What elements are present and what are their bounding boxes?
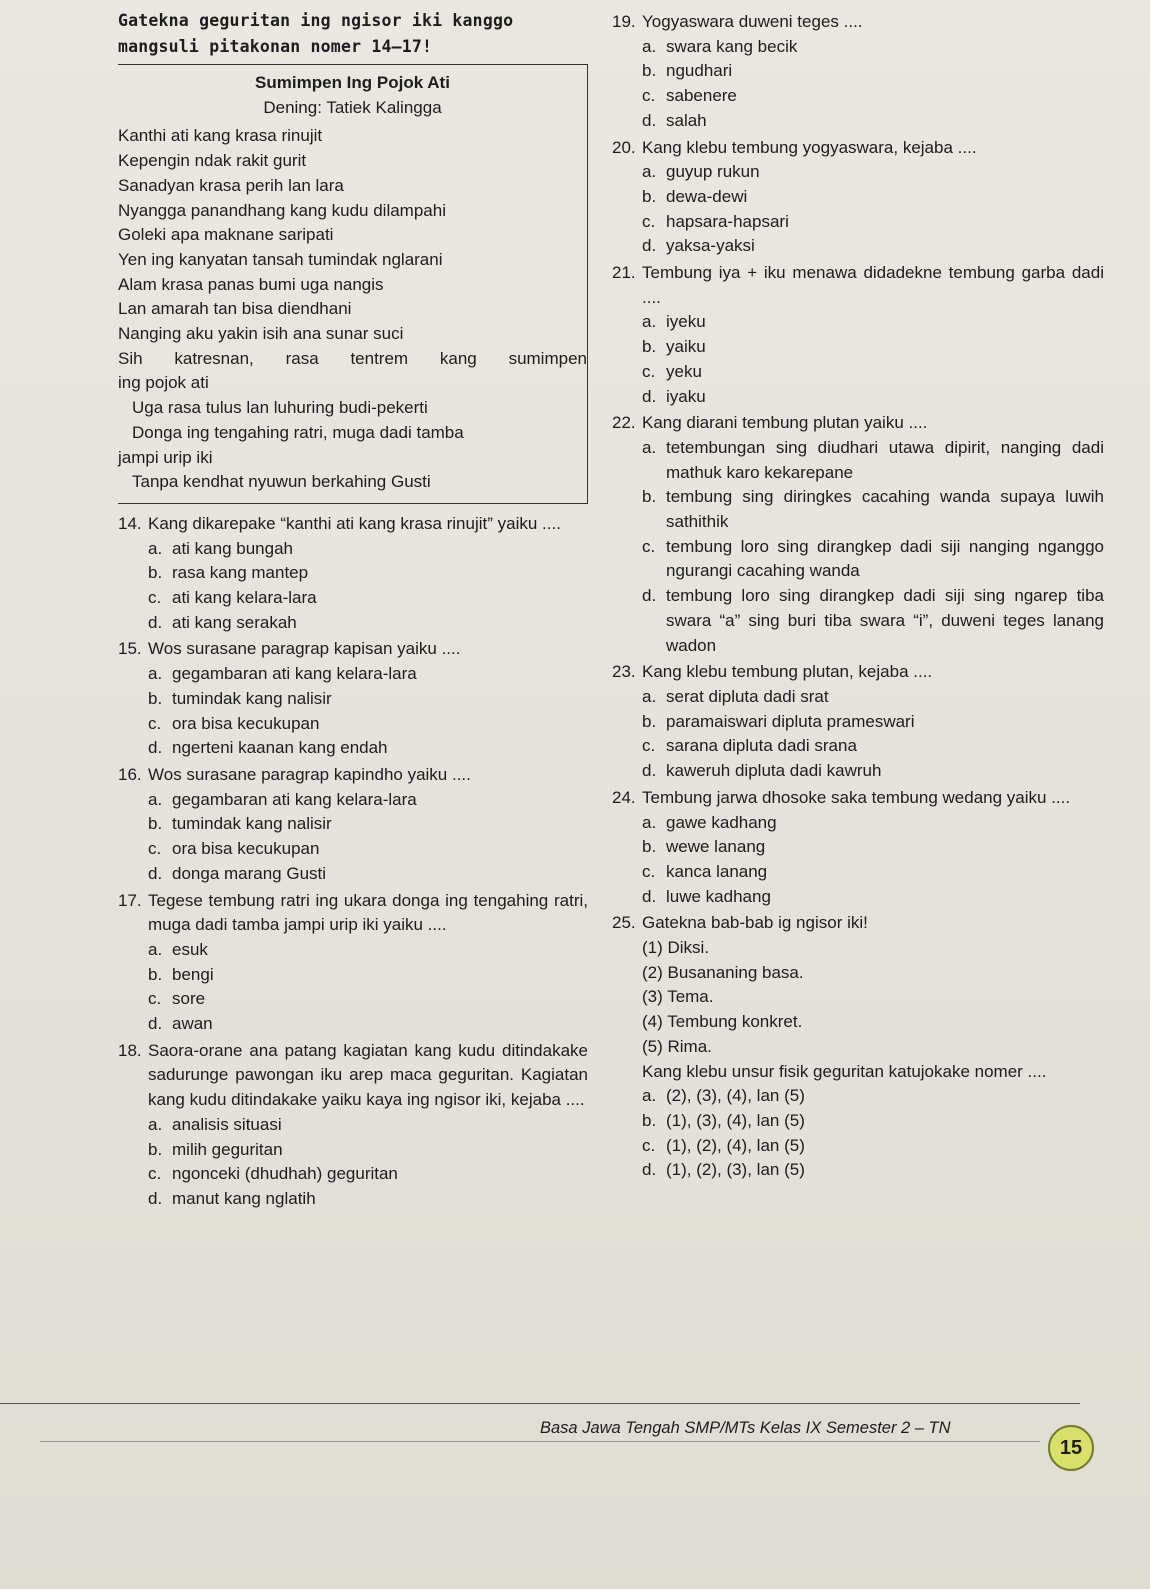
question-prompt: Kang klebu unsur fisik geguritan katujokake nomer ....	[642, 1061, 1047, 1081]
option-list	[612, 160, 1104, 259]
question-stem: Kang diarani tembung plutan yaiku ....	[642, 413, 928, 433]
option-letter: d.	[148, 1014, 163, 1034]
question	[118, 889, 588, 1037]
footer-divider	[40, 1441, 1040, 1442]
option-list	[612, 1084, 1104, 1183]
question-number: 18.	[118, 1040, 142, 1060]
question-number: 17.	[118, 890, 142, 910]
option-letter: c.	[148, 839, 162, 859]
option-text: tetembungan sing diudhari utawa dipirit, nanging dadi mathuk karo kekarepane	[666, 437, 1104, 482]
footer-title: Basa Jawa Tengah SMP/MTs Kelas IX Semester 2 – TN	[540, 1419, 951, 1437]
poem-author: Dening: Tatiek Kalingga	[263, 97, 442, 117]
question-number: 21.	[612, 263, 636, 283]
option-text: gegambaran ati kang kelara-lara	[172, 664, 417, 684]
option[interactable]	[148, 812, 588, 837]
option[interactable]	[642, 1134, 1104, 1159]
option[interactable]	[642, 160, 1104, 185]
option[interactable]	[642, 436, 1104, 485]
option-text: donga marang Gusti	[172, 863, 327, 883]
question-number: 22.	[612, 413, 636, 433]
question-stem: Tegese tembung ratri ing ukara donga ing tengahing ratri, muga dadi tamba jampi urip iki yaiku ....	[148, 890, 588, 935]
option[interactable]	[642, 84, 1104, 109]
option-letter: d.	[148, 863, 163, 883]
list-item: (1) Diksi.	[642, 938, 710, 958]
question	[612, 411, 1104, 658]
option[interactable]	[148, 712, 588, 737]
instruction: Gatekna geguritan ing ngisor iki kanggo mangsuli pitakonan nomer 14–17!	[118, 11, 514, 56]
option-text: swara kang becik	[666, 36, 798, 56]
poem-box	[118, 64, 588, 504]
option[interactable]	[148, 687, 588, 712]
option-text: dewa-dewi	[666, 186, 748, 206]
question-number: 14.	[118, 513, 142, 533]
option-letter: b.	[642, 186, 657, 206]
list-item: (3) Tema.	[642, 987, 714, 1007]
option-letter: a.	[642, 36, 657, 56]
question-stem: Tembung iya + iku menawa didadekne tembung garba dadi ....	[642, 263, 1104, 307]
option-text: rasa kang mantep	[172, 563, 309, 583]
poem-line: Yen ing kanyatan tansah tumindak nglarani	[118, 249, 443, 269]
option-text: ora bisa kecukupan	[172, 839, 320, 859]
option-text: yeku	[666, 361, 702, 381]
option-letter: d.	[642, 1160, 657, 1180]
option[interactable]	[642, 1109, 1104, 1134]
list-item: (2) Busananing basa.	[642, 962, 804, 982]
option-letter: b.	[148, 688, 163, 708]
option-letter: d.	[148, 1188, 163, 1208]
item-list	[612, 936, 1104, 1060]
poem-title: Sumimpen Ing Pojok Ati	[255, 73, 450, 92]
question-stem: Kang dikarepake “kanthi ati kang krasa rinujit” yaiku ....	[148, 513, 561, 533]
option-text: salah	[666, 110, 707, 130]
option-letter: b.	[148, 563, 163, 583]
question-25	[612, 911, 1104, 1183]
poem-line: Nanging aku yakin isih ana sunar suci	[118, 324, 404, 344]
poem-line: Tanpa kendhat nyuwun berkahing Gusti	[132, 472, 431, 492]
question-number: 20.	[612, 137, 636, 157]
question-stem: Saora-orane ana patang kagiatan kang kudu ditindakake sadurunge pawongan iku arep maca geguritan. Kagiatan kang kudu ditindakake yaiku kaya ing ngisor iki, kejaba ....	[148, 1040, 588, 1110]
option-text: sarana dipluta dadi srana	[666, 736, 857, 756]
right-questions	[612, 10, 1104, 909]
option-text: esuk	[172, 939, 208, 959]
option[interactable]	[642, 685, 1104, 710]
option-letter: c.	[148, 989, 162, 1009]
question	[118, 637, 588, 761]
poem-line: Uga rasa tulus lan luhuring budi-pekerti	[132, 398, 428, 418]
option-text: awan	[172, 1014, 213, 1034]
poem-line: Donga ing tengahing ratri, muga dadi tamba	[132, 422, 464, 442]
page-number-badge: 15	[1048, 1425, 1094, 1471]
option-text: ati kang kelara-lara	[172, 588, 317, 608]
option-text: paramaiswari dipluta prameswari	[666, 711, 915, 731]
poem-line: jampi urip iki	[118, 447, 213, 467]
question-stem: Yogyaswara duweni teges ....	[642, 12, 863, 31]
option[interactable]	[148, 987, 588, 1012]
option-text: kanca lanang	[666, 861, 768, 881]
option-text: luwe kadhang	[666, 886, 771, 906]
page-footer	[0, 1395, 1150, 1475]
poem-line: Sanadyan krasa perih lan lara	[118, 175, 344, 195]
option-text: ngonceki (dhudhah) geguritan	[172, 1164, 398, 1184]
option[interactable]	[148, 938, 588, 963]
list-item: (5) Rima.	[642, 1036, 712, 1056]
option-text: serat dipluta dadi srat	[666, 686, 829, 706]
option-list	[612, 35, 1104, 134]
option[interactable]	[642, 811, 1104, 836]
option[interactable]	[642, 1158, 1104, 1183]
question	[118, 763, 588, 887]
question	[612, 786, 1104, 910]
option-letter: a.	[148, 1114, 163, 1134]
question	[118, 1039, 588, 1212]
option-text: sore	[172, 989, 206, 1009]
option-letter: b.	[642, 337, 657, 357]
option[interactable]	[148, 1162, 588, 1187]
option[interactable]	[148, 963, 588, 988]
option[interactable]	[148, 862, 588, 887]
option-list	[118, 1113, 588, 1212]
option-text: yaksa-yaksi	[666, 236, 755, 256]
option-letter: c.	[642, 211, 656, 231]
option-letter: d.	[148, 738, 163, 758]
option[interactable]	[642, 234, 1104, 259]
option[interactable]	[642, 759, 1104, 784]
option-letter: a.	[148, 789, 163, 809]
option[interactable]	[642, 310, 1104, 335]
question	[612, 261, 1104, 409]
question-number: 25.	[612, 913, 636, 933]
option-letter: d.	[148, 612, 163, 632]
option-text: hapsara-hapsari	[666, 211, 789, 231]
option[interactable]	[642, 710, 1104, 735]
poem-line: Goleki apa maknane saripati	[118, 225, 334, 245]
footer-divider	[0, 1403, 1080, 1404]
option-list	[118, 788, 588, 887]
option[interactable]	[148, 1138, 588, 1163]
option-letter: d.	[642, 886, 657, 906]
option-letter: a.	[148, 939, 163, 959]
question-stem: Kang klebu tembung plutan, kejaba ....	[642, 662, 933, 682]
poem-line: Kepengin ndak rakit gurit	[118, 151, 307, 171]
option-text: iyaku	[666, 386, 706, 406]
option[interactable]	[642, 485, 1104, 534]
question-stem: Tembung jarwa dhosoke saka tembung wedang yaiku ....	[642, 787, 1071, 807]
question	[612, 10, 1104, 134]
option-text: (1), (3), (4), lan (5)	[666, 1110, 805, 1130]
option-letter: c.	[642, 361, 656, 381]
poem-line: Lan amarah tan bisa diendhani	[118, 299, 352, 319]
option-letter: b.	[642, 487, 657, 507]
option[interactable]	[642, 59, 1104, 84]
option[interactable]	[148, 1113, 588, 1138]
option-letter: c.	[642, 1135, 656, 1155]
option-letter: d.	[642, 761, 657, 781]
option[interactable]	[642, 360, 1104, 385]
option-text: kaweruh dipluta dadi kawruh	[666, 761, 882, 781]
option[interactable]	[148, 1187, 588, 1212]
question	[612, 136, 1104, 260]
option-letter: d.	[642, 386, 657, 406]
option-letter: c.	[148, 1164, 162, 1184]
option-letter: a.	[642, 437, 657, 457]
option[interactable]	[642, 109, 1104, 134]
left-questions	[118, 512, 588, 1212]
option-letter: b.	[148, 1139, 163, 1159]
question-stem: Kang klebu tembung yogyaswara, kejaba ....	[642, 137, 977, 157]
option-text: ati kang bungah	[172, 538, 293, 558]
option-letter: a.	[148, 538, 163, 558]
option-letter: c.	[642, 861, 656, 881]
option-letter: c.	[148, 588, 162, 608]
option-text: ora bisa kecukupan	[172, 713, 320, 733]
left-column	[118, 8, 588, 1212]
poem-line: Alam krasa panas bumi uga nangis	[118, 274, 384, 294]
option[interactable]	[642, 385, 1104, 410]
option-letter: a.	[642, 686, 657, 706]
option-letter: b.	[642, 837, 657, 857]
option-text: (1), (2), (3), lan (5)	[666, 1160, 805, 1180]
poem-line: Nyangga panandhang kang kudu dilampahi	[118, 200, 446, 220]
question-stem: Wos surasane paragrap kapindho yaiku ....	[148, 764, 471, 784]
option-text: manut kang nglatih	[172, 1188, 316, 1208]
option-letter: d.	[642, 586, 657, 606]
option-list	[118, 537, 588, 636]
option-text: gegambaran ati kang kelara-lara	[172, 789, 417, 809]
option-text: gawe kadhang	[666, 812, 777, 832]
option-letter: d.	[642, 110, 657, 130]
option[interactable]	[148, 837, 588, 862]
question-number: 24.	[612, 787, 636, 807]
option[interactable]	[148, 537, 588, 562]
poem-line: ing pojok ati	[118, 373, 209, 393]
option[interactable]	[642, 734, 1104, 759]
option[interactable]	[148, 586, 588, 611]
poem-line: Sih katresnan, rasa tentrem kang sumimpen	[118, 348, 587, 368]
option-list	[118, 662, 588, 761]
option-text: (1), (2), (4), lan (5)	[666, 1135, 805, 1155]
option[interactable]	[148, 662, 588, 687]
option-text: sabenere	[666, 86, 737, 106]
option-letter: b.	[642, 711, 657, 731]
option-list	[612, 685, 1104, 784]
option-text: tumindak kang nalisir	[172, 688, 332, 708]
option-letter: a.	[642, 812, 657, 832]
option[interactable]	[642, 860, 1104, 885]
option-text: analisis situasi	[172, 1114, 282, 1134]
option-letter: a.	[642, 162, 657, 182]
option[interactable]	[148, 1012, 588, 1037]
option-letter: b.	[148, 964, 163, 984]
question	[118, 512, 588, 636]
option[interactable]	[642, 35, 1104, 60]
right-column	[612, 8, 1104, 1183]
question-stem: Wos surasane paragrap kapisan yaiku ....	[148, 639, 461, 659]
question-number: 23.	[612, 662, 636, 682]
option-letter: a.	[642, 312, 657, 332]
option[interactable]	[642, 535, 1104, 584]
option-text: tembung sing diringkes cacahing wanda supaya luwih sathithik	[666, 487, 1104, 532]
question-number: 15.	[118, 639, 142, 659]
option-letter: a.	[642, 1086, 657, 1106]
option-text: ati kang serakah	[172, 612, 297, 632]
option-list	[118, 938, 588, 1037]
option-text: tumindak kang nalisir	[172, 814, 332, 834]
list-item: (4) Tembung konkret.	[642, 1012, 803, 1032]
question	[612, 660, 1104, 784]
option-list	[612, 811, 1104, 910]
option-letter: c.	[642, 536, 656, 556]
option[interactable]	[642, 185, 1104, 210]
option-letter: d.	[642, 236, 657, 256]
option[interactable]	[642, 835, 1104, 860]
question-number: 19.	[612, 12, 636, 31]
option[interactable]	[642, 335, 1104, 360]
option-text: bengi	[172, 964, 214, 984]
option-text: milih geguritan	[172, 1139, 283, 1159]
option[interactable]	[642, 584, 1104, 658]
option-text: tembung loro sing dirangkep dadi siji nanging nganggo ngurangi cacahing wanda	[666, 536, 1104, 581]
option[interactable]	[148, 611, 588, 636]
option[interactable]	[642, 885, 1104, 910]
option-letter: c.	[148, 713, 162, 733]
option-letter: c.	[642, 86, 656, 106]
option-text: ngudhari	[666, 61, 733, 81]
option-text: guyup rukun	[666, 162, 760, 182]
option-text: (2), (3), (4), lan (5)	[666, 1086, 805, 1106]
poem-line: Kanthi ati kang krasa rinujit	[118, 126, 323, 146]
option-letter: b.	[642, 61, 657, 81]
option[interactable]	[148, 561, 588, 586]
option[interactable]	[148, 736, 588, 761]
question-stem: Gatekna bab-bab ig ngisor iki!	[642, 913, 868, 933]
option-letter: b.	[642, 1110, 657, 1130]
option-text: ngerteni kaanan kang endah	[172, 738, 388, 758]
option[interactable]	[148, 788, 588, 813]
option-letter: a.	[148, 664, 163, 684]
option-list	[612, 436, 1104, 658]
option[interactable]	[642, 1084, 1104, 1109]
option-text: tembung loro sing dirangkep dadi siji sing ngarep tiba swara “a” sing buri tiba swara “i”, duweni teges lanang wadon	[666, 586, 1104, 655]
option-letter: c.	[642, 736, 656, 756]
question-number: 16.	[118, 764, 142, 784]
option[interactable]	[642, 210, 1104, 235]
option-text: iyeku	[666, 312, 706, 332]
option-text: wewe lanang	[666, 837, 766, 857]
option-list	[612, 310, 1104, 409]
option-text: yaiku	[666, 337, 706, 357]
option-letter: b.	[148, 814, 163, 834]
